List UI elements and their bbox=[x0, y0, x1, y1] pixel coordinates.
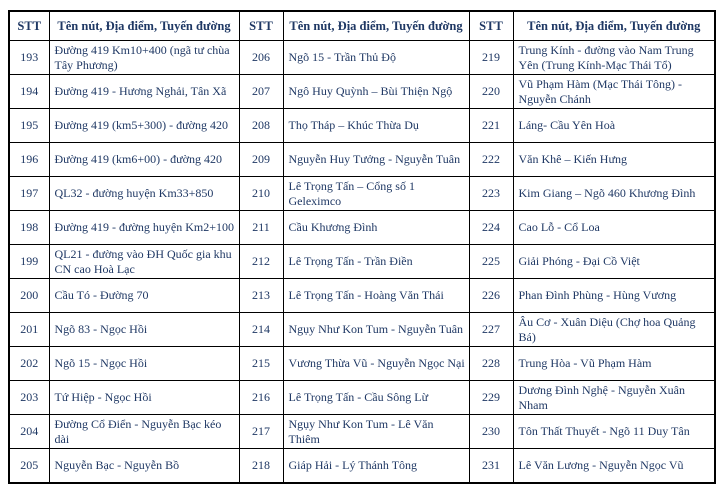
stt-cell: 198 bbox=[9, 211, 49, 245]
route-cell: Dương Đình Nghệ - Nguyễn Xuân Nham bbox=[513, 381, 715, 415]
header-row bbox=[9, 11, 715, 41]
stt-header: STT bbox=[9, 11, 49, 41]
route-cell: Đường 419 - đường huyện Km2+100 bbox=[49, 211, 239, 245]
stt-cell: 195 bbox=[9, 109, 49, 143]
route-cell: QL32 - đường huyện Km33+850 bbox=[49, 177, 239, 211]
route-cell: Cầu Tó - Đường 70 bbox=[49, 279, 239, 313]
route-cell: Lê Trọng Tấn – Cổng số 1 Geleximco bbox=[283, 177, 469, 211]
route-cell: Âu Cơ - Xuân Diệu (Chợ hoa Quảng Bá) bbox=[513, 313, 715, 347]
route-cell: Nguyễn Huy Tưởng - Nguyễn Tuân bbox=[283, 143, 469, 177]
stt-cell: 223 bbox=[469, 177, 513, 211]
stt-cell: 216 bbox=[239, 381, 283, 415]
route-cell: Lê Văn Lương - Nguyễn Ngọc Vũ bbox=[513, 449, 715, 484]
route-cell: Đường 419 (km5+300) - đường 420 bbox=[49, 109, 239, 143]
stt-cell: 217 bbox=[239, 415, 283, 449]
route-cell: Văn Khê – Kiến Hưng bbox=[513, 143, 715, 177]
route-cell: Nguyễn Bạc - Nguyễn Bồ bbox=[49, 449, 239, 484]
route-cell: Vương Thừa Vũ - Nguyễn Ngọc Nại bbox=[283, 347, 469, 381]
stt-cell: 227 bbox=[469, 313, 513, 347]
stt-cell: 213 bbox=[239, 279, 283, 313]
table-row bbox=[9, 75, 715, 109]
stt-cell: 205 bbox=[9, 449, 49, 484]
stt-cell: 207 bbox=[239, 75, 283, 109]
route-cell: Cao Lỗ - Cổ Loa bbox=[513, 211, 715, 245]
stt-cell: 231 bbox=[469, 449, 513, 484]
stt-cell: 209 bbox=[239, 143, 283, 177]
stt-header: STT bbox=[239, 11, 283, 41]
route-cell: Kim Giang – Ngõ 460 Khương Đình bbox=[513, 177, 715, 211]
route-cell: Láng- Cầu Yên Hoà bbox=[513, 109, 715, 143]
stt-cell: 220 bbox=[469, 75, 513, 109]
stt-cell: 226 bbox=[469, 279, 513, 313]
route-cell: Lê Trọng Tấn - Hoàng Văn Thái bbox=[283, 279, 469, 313]
route-cell: Ngõ 15 - Trần Thủ Độ bbox=[283, 41, 469, 75]
stt-cell: 225 bbox=[469, 245, 513, 279]
route-header: Tên nút, Địa điểm, Tuyến đường bbox=[49, 11, 239, 41]
route-cell: Cầu Khương Đình bbox=[283, 211, 469, 245]
table-row bbox=[9, 415, 715, 449]
route-cell: Ngụy Như Kon Tum - Lê Văn Thiêm bbox=[283, 415, 469, 449]
route-cell: QL21 - đường vào ĐH Quốc gia khu CN cao Hoà Lạc bbox=[49, 245, 239, 279]
route-cell: Phan Đình Phùng - Hùng Vương bbox=[513, 279, 715, 313]
route-cell: Ngụy Như Kon Tum - Nguyễn Tuân bbox=[283, 313, 469, 347]
route-cell: Tôn Thất Thuyết - Ngõ 11 Duy Tân bbox=[513, 415, 715, 449]
table-row bbox=[9, 109, 715, 143]
stt-cell: 210 bbox=[239, 177, 283, 211]
route-cell: Ngõ 15 - Ngọc Hồi bbox=[49, 347, 239, 381]
route-cell: Trung Hòa - Vũ Phạm Hàm bbox=[513, 347, 715, 381]
route-cell: Trung Kính - đường vào Nam Trung Yên (Trung Kính-Mạc Thái Tổ) bbox=[513, 41, 715, 75]
table-row bbox=[9, 41, 715, 75]
route-cell: Tứ Hiệp - Ngọc Hồi bbox=[49, 381, 239, 415]
route-header: Tên nút, Địa điểm, Tuyến đường bbox=[283, 11, 469, 41]
route-cell: Đường 419 Km10+400 (ngã tư chùa Tây Phương) bbox=[49, 41, 239, 75]
table-row bbox=[9, 245, 715, 279]
intersection-table bbox=[8, 10, 716, 484]
stt-header: STT bbox=[469, 11, 513, 41]
stt-cell: 196 bbox=[9, 143, 49, 177]
stt-cell: 230 bbox=[469, 415, 513, 449]
stt-cell: 199 bbox=[9, 245, 49, 279]
stt-cell: 201 bbox=[9, 313, 49, 347]
table-row bbox=[9, 313, 715, 347]
stt-cell: 222 bbox=[469, 143, 513, 177]
route-cell: Giải Phóng - Đại Cồ Việt bbox=[513, 245, 715, 279]
route-cell: Lê Trọng Tấn - Trần Điền bbox=[283, 245, 469, 279]
stt-cell: 208 bbox=[239, 109, 283, 143]
stt-cell: 194 bbox=[9, 75, 49, 109]
stt-cell: 193 bbox=[9, 41, 49, 75]
stt-cell: 197 bbox=[9, 177, 49, 211]
stt-cell: 228 bbox=[469, 347, 513, 381]
table-row bbox=[9, 279, 715, 313]
route-cell: Ngõ 83 - Ngọc Hồi bbox=[49, 313, 239, 347]
route-header: Tên nút, Địa điểm, Tuyến đường bbox=[513, 11, 715, 41]
stt-cell: 202 bbox=[9, 347, 49, 381]
stt-cell: 224 bbox=[469, 211, 513, 245]
route-cell: Giáp Hải - Lý Thánh Tông bbox=[283, 449, 469, 484]
route-cell: Đường 419 - Hương Nghải, Tân Xã bbox=[49, 75, 239, 109]
stt-cell: 215 bbox=[239, 347, 283, 381]
route-cell: Thọ Tháp – Khúc Thừa Dụ bbox=[283, 109, 469, 143]
stt-cell: 218 bbox=[239, 449, 283, 484]
table-row bbox=[9, 347, 715, 381]
route-cell: Vũ Phạm Hàm (Mạc Thái Tông) - Nguyễn Chánh bbox=[513, 75, 715, 109]
stt-cell: 221 bbox=[469, 109, 513, 143]
stt-cell: 211 bbox=[239, 211, 283, 245]
route-cell: Ngô Huy Quỳnh – Bùi Thiện Ngộ bbox=[283, 75, 469, 109]
stt-cell: 203 bbox=[9, 381, 49, 415]
table-row bbox=[9, 381, 715, 415]
table-row bbox=[9, 143, 715, 177]
stt-cell: 219 bbox=[469, 41, 513, 75]
table-row bbox=[9, 177, 715, 211]
stt-cell: 212 bbox=[239, 245, 283, 279]
stt-cell: 200 bbox=[9, 279, 49, 313]
route-cell: Đường 419 (km6+00) - đường 420 bbox=[49, 143, 239, 177]
stt-cell: 206 bbox=[239, 41, 283, 75]
table-row bbox=[9, 211, 715, 245]
stt-cell: 214 bbox=[239, 313, 283, 347]
route-cell: Đường Cổ Điển - Nguyễn Bạc kéo dài bbox=[49, 415, 239, 449]
stt-cell: 229 bbox=[469, 381, 513, 415]
route-cell: Lê Trọng Tấn - Cầu Sông Lừ bbox=[283, 381, 469, 415]
stt-cell: 204 bbox=[9, 415, 49, 449]
